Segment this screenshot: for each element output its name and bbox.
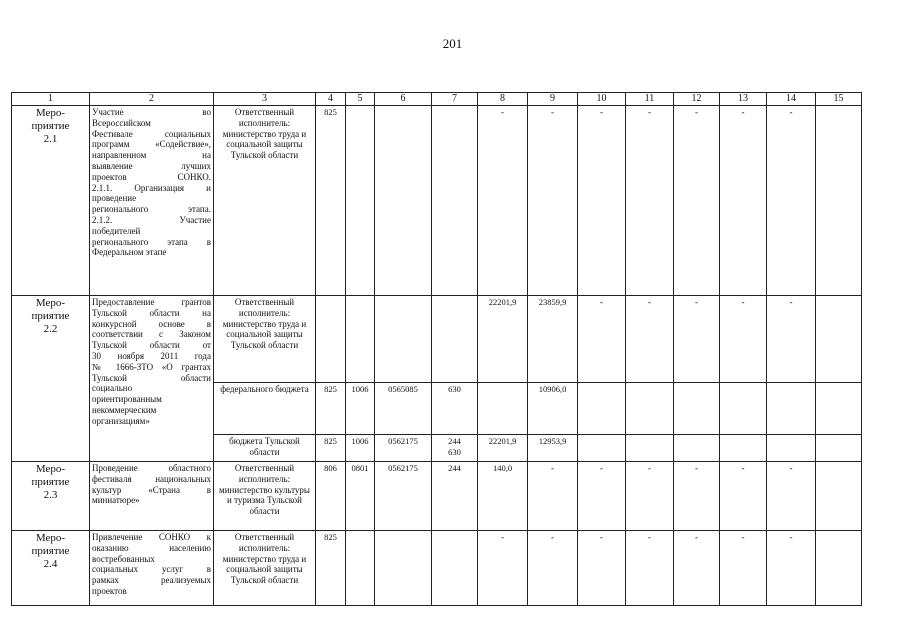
column-numbers-row — [12, 93, 862, 106]
cell-col-9: - — [528, 106, 578, 296]
cell-col-12: - — [674, 296, 720, 383]
cell-col-6 — [375, 106, 432, 296]
column-number-7: 7 — [432, 93, 478, 106]
activity-description: Привлечение СОНКО к оказанию населению востребованных социальных услуг в рамках реализуемых проектов — [90, 531, 214, 606]
cell-col-8 — [478, 383, 528, 435]
cell-col-12: - — [674, 106, 720, 296]
cell-col-6 — [375, 531, 432, 606]
cell-col-7 — [432, 106, 478, 296]
cell-col-7 — [432, 531, 478, 606]
cell-col-14: - — [767, 296, 816, 383]
cell-col-11: - — [626, 531, 674, 606]
cell-col-7: 244 — [432, 462, 478, 531]
cell-col-5: 0801 — [346, 462, 375, 531]
cell-col-9: 12953,9 — [528, 435, 578, 462]
cell-col-8: 22201,9 — [478, 435, 528, 462]
cell-col-15 — [816, 531, 862, 606]
cell-col-12: - — [674, 462, 720, 531]
responsible-executor: федерального бюджета — [214, 383, 316, 435]
cell-col-13: - — [720, 462, 767, 531]
cell-col-5 — [346, 106, 375, 296]
cell-col-8: - — [478, 531, 528, 606]
responsible-executor: Ответственный исполнитель: министерство труда и социальной защиты Тульской области — [214, 531, 316, 606]
responsible-executor: бюджета Тульской области — [214, 435, 316, 462]
column-number-6: 6 — [375, 93, 432, 106]
cell-col-4: 806 — [316, 462, 346, 531]
table-row — [12, 531, 862, 606]
activity-description: Предоставление грантов Тульской области на конкурсной основе в соответствии с Законом Тульской области от 30 ноября 2011 года № 1666-ЗТО «О грантах Тульской области социально ориентированным некоммерческим организациям» — [90, 296, 214, 462]
cell-col-4: 825 — [316, 106, 346, 296]
cell-col-7: 630 — [432, 383, 478, 435]
activity-label: Меро- приятие 2.4 — [12, 531, 90, 606]
cell-col-15 — [816, 383, 862, 435]
cell-col-14: - — [767, 462, 816, 531]
activity-label: Меро- приятие 2.3 — [12, 462, 90, 531]
cell-col-10: - — [578, 296, 626, 383]
activity-description: Участие во Всероссийском Фестивале социальных программ «Содействие», направленном на выявление лучших проектов СОНКО. 2.1.1. Организация и проведение регионального этапа. 2.1.2. Участие победителей регионального этапа в Федеральном этапе — [90, 106, 214, 296]
table-body — [12, 106, 862, 606]
cell-col-10: - — [578, 106, 626, 296]
cell-col-11 — [626, 383, 674, 435]
cell-col-9: - — [528, 531, 578, 606]
cell-col-4 — [316, 296, 346, 383]
column-number-2: 2 — [90, 93, 214, 106]
cell-col-13 — [720, 383, 767, 435]
column-number-4: 4 — [316, 93, 346, 106]
cell-col-9: - — [528, 462, 578, 531]
column-number-10: 10 — [578, 93, 626, 106]
activity-label: Меро- приятие 2.2 — [12, 296, 90, 462]
cell-col-8: - — [478, 106, 528, 296]
cell-col-5 — [346, 531, 375, 606]
page-number: 201 — [442, 36, 463, 51]
column-number-15: 15 — [816, 93, 862, 106]
table-row — [12, 296, 862, 383]
table-row — [12, 462, 862, 531]
cell-col-7: 244 630 — [432, 435, 478, 462]
cell-col-6 — [375, 296, 432, 383]
cell-col-4: 825 — [316, 531, 346, 606]
cell-col-14 — [767, 435, 816, 462]
responsible-executor: Ответственный исполнитель: министерство культуры и туризма Тульской области — [214, 462, 316, 531]
cell-col-10: - — [578, 462, 626, 531]
column-number-5: 5 — [346, 93, 375, 106]
activity-description: Проведение областного фестиваля национальных культур «Страна в миниатюре» — [90, 462, 214, 531]
cell-col-10 — [578, 383, 626, 435]
cell-col-9: 10906,0 — [528, 383, 578, 435]
column-number-13: 13 — [720, 93, 767, 106]
cell-col-5: 1006 — [346, 435, 375, 462]
cell-col-9: 23859,9 — [528, 296, 578, 383]
cell-col-12: - — [674, 531, 720, 606]
cell-col-10 — [578, 435, 626, 462]
activity-label: Меро- приятие 2.1 — [12, 106, 90, 296]
cell-col-4: 825 — [316, 435, 346, 462]
column-number-8: 8 — [478, 93, 528, 106]
cell-col-5: 1006 — [346, 383, 375, 435]
cell-col-6: 0562175 — [375, 435, 432, 462]
cell-col-7 — [432, 296, 478, 383]
cell-col-11: - — [626, 296, 674, 383]
responsible-executor: Ответственный исполнитель: министерство труда и социальной защиты Тульской области — [214, 106, 316, 296]
cell-col-8: 22201,9 — [478, 296, 528, 383]
cell-col-11 — [626, 435, 674, 462]
cell-col-15 — [816, 435, 862, 462]
cell-col-6: 0562175 — [375, 462, 432, 531]
cell-col-11: - — [626, 106, 674, 296]
cell-col-15 — [816, 296, 862, 383]
cell-col-10: - — [578, 531, 626, 606]
cell-col-14: - — [767, 106, 816, 296]
program-table — [11, 92, 862, 606]
column-number-3: 3 — [214, 93, 316, 106]
cell-col-13 — [720, 435, 767, 462]
column-number-14: 14 — [767, 93, 816, 106]
column-number-1: 1 — [12, 93, 90, 106]
cell-col-8: 140,0 — [478, 462, 528, 531]
table-row — [12, 106, 862, 296]
cell-col-15 — [816, 462, 862, 531]
cell-col-6: 0565085 — [375, 383, 432, 435]
cell-col-5 — [346, 296, 375, 383]
column-number-9: 9 — [528, 93, 578, 106]
cell-col-14 — [767, 383, 816, 435]
cell-col-14: - — [767, 531, 816, 606]
cell-col-12 — [674, 435, 720, 462]
cell-col-4: 825 — [316, 383, 346, 435]
cell-col-13: - — [720, 531, 767, 606]
cell-col-15 — [816, 106, 862, 296]
responsible-executor: Ответственный исполнитель: министерство труда и социальной защиты Тульской области — [214, 296, 316, 383]
cell-col-13: - — [720, 296, 767, 383]
column-number-12: 12 — [674, 93, 720, 106]
cell-col-13: - — [720, 106, 767, 296]
column-number-11: 11 — [626, 93, 674, 106]
cell-col-12 — [674, 383, 720, 435]
cell-col-11: - — [626, 462, 674, 531]
